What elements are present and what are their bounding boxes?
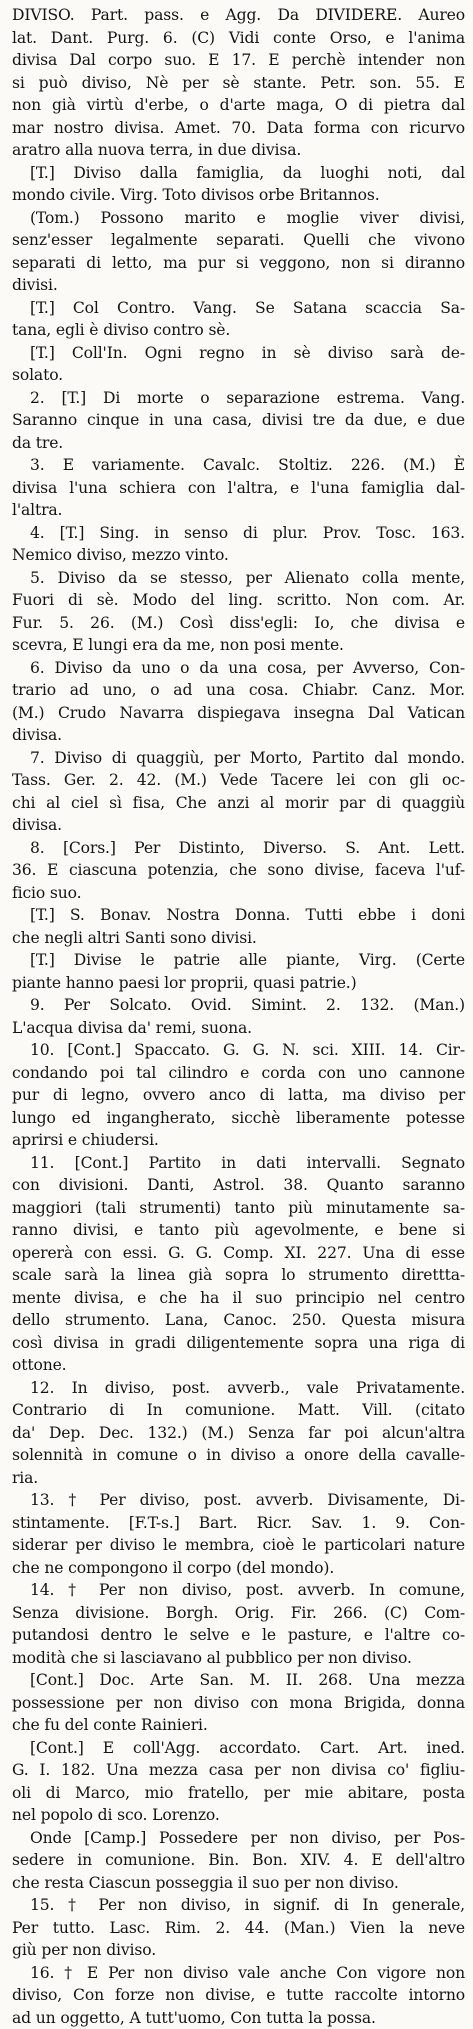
text-line: DIVISO. Part. pass. e Agg. Da DIVIDERE. Aureo — [12, 4, 465, 27]
text-line: divisi. — [12, 274, 465, 297]
text-line: 9. Per Solcato. Ovid. Simint. 2. 132. (Man.) — [12, 994, 465, 1017]
text-line: aprirsi e chiudersi. — [12, 1129, 465, 1152]
text-line: 5. Diviso da se stesso, per Alienato colla mente, — [12, 567, 465, 590]
text-line: [T.] Diviso dalla famiglia, da luoghi noti, dal — [12, 162, 465, 185]
text-line: ad un oggetto, A tutt'uomo, Con tutta la possa. — [12, 2007, 465, 2029]
text-line: sedere in comunione. Bin. Bon. XIV. 4. E dell'altro — [12, 1849, 465, 1872]
text-line: nel popolo di sco. Lorenzo. — [12, 1804, 465, 1827]
text-line: G. I. 182. Una mezza casa per non divisa co' figliu- — [12, 1759, 465, 1782]
text-line: 15. † Per non diviso, in signif. di In generale, — [12, 1894, 465, 1917]
text-line: aratro alla nuova terra, in due divisa. — [12, 139, 465, 162]
text-line: l'altra. — [12, 499, 465, 522]
text-line: [T.] Coll'In. Ogni regno in sè diviso sarà de- — [12, 342, 465, 365]
text-line: pur di legno, ovvero anco di latta, ma diviso per — [12, 1084, 465, 1107]
text-line: scale sarà la linea già sopra lo strumento direttta- — [12, 1264, 465, 1287]
text-line: [T.] S. Bonav. Nostra Donna. Tutti ebbe i doni — [12, 904, 465, 927]
text-line: 6. Diviso da uno o da una cosa, per Avverso, Con- — [12, 657, 465, 680]
text-line: dello strumento. Lana, Canoc. 250. Questa misura — [12, 1309, 465, 1332]
text-line: diviso, Con forze non divise, e tutte raccolte intorno — [12, 1984, 465, 2007]
text-line: che ne compongono il corpo (del mondo). — [12, 1557, 465, 1580]
text-line: Saranno cinque in una casa, divisi tre da due, e due — [12, 409, 465, 432]
text-line: ranno divisi, e tanto più agevolmente, e bene si — [12, 1219, 465, 1242]
text-line: lat. Dant. Purg. 6. (C) Vidi conte Orso, e l'anima — [12, 27, 465, 50]
text-line: 2. [T.] Di morte o separazione estrema. Vang. — [12, 387, 465, 410]
text-line: mar nostro divisa. Amet. 70. Data forma con ricurvo — [12, 117, 465, 140]
text-line: 13. † Per diviso, post. avverb. Divisamente, Di- — [12, 1489, 465, 1512]
text-line: stintamente. [F.T-s.] Bart. Ricr. Sav. 1. 9. Con- — [12, 1512, 465, 1535]
text-line: 3. E variamente. Cavalc. Stoltiz. 226. (M.) È — [12, 454, 465, 477]
text-line: Per tutto. Lasc. Rim. 2. 44. (Man.) Vien la neve — [12, 1917, 465, 1940]
text-line: così divisa in gradi diligentemente sopra una riga di — [12, 1332, 465, 1355]
text-line: 10. [Cont.] Spaccato. G. G. N. sci. XIII. 14. Cir- — [12, 1039, 465, 1062]
text-line: Senza divisione. Borgh. Orig. Fir. 266. (C) Com- — [12, 1602, 465, 1625]
text-line: [Cont.] Doc. Arte San. M. II. 268. Una mezza — [12, 1669, 465, 1692]
text-line: da tre. — [12, 432, 465, 455]
text-line: scevra, E lungi era da me, non posi mente. — [12, 634, 465, 657]
text-line: giù per non diviso. — [12, 1939, 465, 1962]
text-line: ottone. — [12, 1354, 465, 1377]
text-line: putandosi dentro le selve e le pasture, e l'altre co- — [12, 1624, 465, 1647]
text-line: modità che si lasciavano al pubblico per non diviso. — [12, 1647, 465, 1670]
text-line: Nemico diviso, mezzo vinto. — [12, 544, 465, 567]
text-line: chi al ciel sì fisa, Che anzi al morir par di quaggiù — [12, 792, 465, 815]
text-line: da' Dep. Dec. 132.) (M.) Senza far poi alcun'altra — [12, 1422, 465, 1445]
text-line: 8. [Cors.] Per Distinto, Diverso. S. Ant. Lett. — [12, 837, 465, 860]
text-line: 14. † Per non diviso, post. avverb. In comune, — [12, 1579, 465, 1602]
text-line: piante hanno paesi lor proprii, quasi patrie.) — [12, 972, 465, 995]
text-line: Contrario di In comunione. Matt. Vill. (citato — [12, 1399, 465, 1422]
text-line: si può diviso, Nè per sè stante. Petr. son. 55. E — [12, 72, 465, 95]
text-line: mondo civile. Virg. Toto divisos orbe Britannos. — [12, 184, 465, 207]
text-line: 11. [Cont.] Partito in dati intervalli. Segnato — [12, 1152, 465, 1175]
text-line: che resta Ciascun posseggia il suo per non diviso. — [12, 1872, 465, 1895]
text-line: [T.] Divise le patrie alle piante, Virg. (Certe — [12, 949, 465, 972]
text-line: con divisioni. Danti, Astrol. 38. Quanto saranno — [12, 1174, 465, 1197]
text-line: 12. In diviso, post. avverb., vale Privatamente. — [12, 1377, 465, 1400]
text-line: solato. — [12, 364, 465, 387]
text-line: (M.) Crudo Navarra dispiegava insegna Dal Vatican — [12, 702, 465, 725]
text-line: Onde [Camp.] Possedere per non diviso, per Pos- — [12, 1827, 465, 1850]
text-line: 4. [T.] Sing. in senso di plur. Prov. Tosc. 163. — [12, 522, 465, 545]
text-line: [T.] Col Contro. Vang. Se Satana scaccia Sa- — [12, 297, 465, 320]
text-line: 16. † E Per non diviso vale anche Con vigore non — [12, 1962, 465, 1985]
text-line: siderar per diviso le membra, cioè le particolari nature — [12, 1534, 465, 1557]
text-line: ficio suo. — [12, 882, 465, 905]
text-line: possessione per non diviso con mona Brigida, donna — [12, 1692, 465, 1715]
text-line: mente divisa, e che ha il suo principio nel centro — [12, 1287, 465, 1310]
text-line: senz'esser legalmente separati. Quelli che vivono — [12, 229, 465, 252]
text-line: 36. E ciascuna potenzia, che sono divise, faceva l'uf- — [12, 859, 465, 882]
text-line: ria. — [12, 1467, 465, 1490]
text-line: 7. Diviso di quaggiù, per Morto, Partito dal mondo. — [12, 747, 465, 770]
text-line: lungo ed ingangherato, sicchè liberamente potesse — [12, 1107, 465, 1130]
text-line: maggiori (tali strumenti) tanto più minutamente sa- — [12, 1197, 465, 1220]
text-line: separati di letto, ma pur si veggono, non si diranno — [12, 252, 465, 275]
text-line: Fuori di sè. Modo del ling. scritto. Non com. Ar. — [12, 589, 465, 612]
text-line: condando poi tal cilindro e corda con uno cannone — [12, 1062, 465, 1085]
text-line: divisa. — [12, 724, 465, 747]
text-line: divisa l'una schiera con l'altra, e l'una famiglia dal- — [12, 477, 465, 500]
text-line: [Cont.] E coll'Agg. accordato. Cart. Art. ined. — [12, 1737, 465, 1760]
text-line: che fu del conte Rainieri. — [12, 1714, 465, 1737]
text-line: L'acqua divisa da' remi, suona. — [12, 1017, 465, 1040]
text-line: (Tom.) Possono marito e moglie viver divisi, — [12, 207, 465, 230]
text-line: non già virtù d'erbe, o d'arte maga, O di pietra dal — [12, 94, 465, 117]
text-line: Fur. 5. 26. (M.) Così diss'egli: Io, che divisa e — [12, 612, 465, 635]
text-line: oli di Marco, mio fratello, per mie abitare, posta — [12, 1782, 465, 1805]
text-line: trario ad uno, o ad una cosa. Chiabr. Canz. Mor. — [12, 679, 465, 702]
text-line: che negli altri Santi sono divisi. — [12, 927, 465, 950]
text-line: tana, egli è diviso contro sè. — [12, 319, 465, 342]
text-line: Tass. Ger. 2. 42. (M.) Vede Tacere lei con gli oc- — [12, 769, 465, 792]
text-line: opererà con essi. G. G. Comp. XI. 227. Una di esse — [12, 1242, 465, 1265]
text-line: divisa. — [12, 814, 465, 837]
text-line: divisa Dal corpo suo. E 17. E perchè intender non — [12, 49, 465, 72]
text-line: solennità in comune o in diviso a onore della cavalle- — [12, 1444, 465, 1467]
